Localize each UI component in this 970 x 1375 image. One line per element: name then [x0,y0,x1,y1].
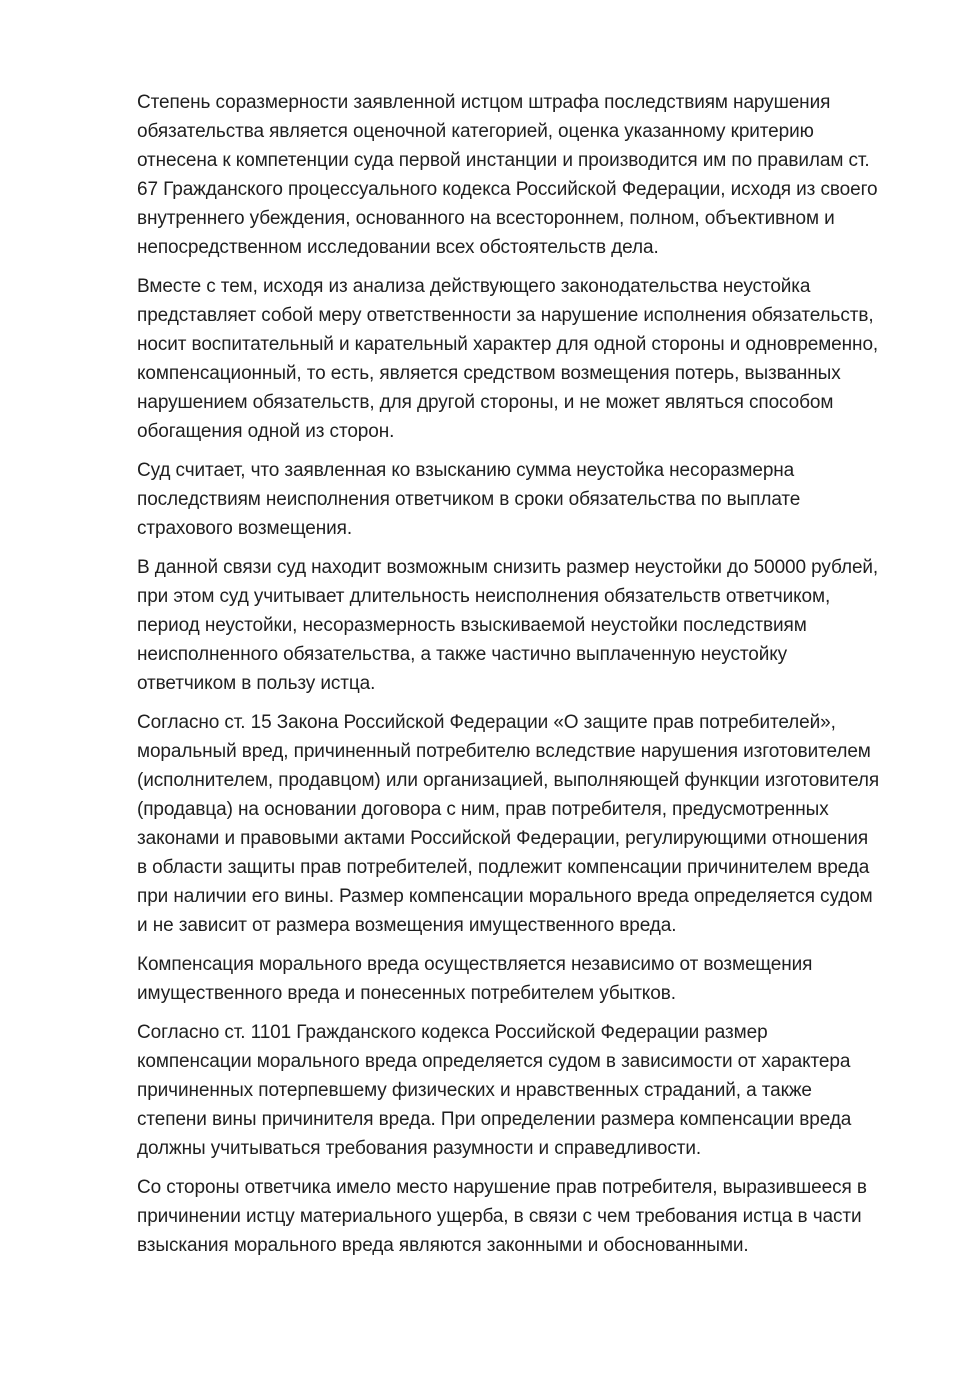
paragraph-penalty-nature: Вместе с тем, исходя из анализа действующего законодательства неустойка представляет собой меру ответственности за нарушение исполнения обязательств, носит воспитательный и карательный характер для одной стороны и одновременно, компенсационный, то есть, является средством возмещения потерь, вызванных нарушением обязательств, для другой стороны, и не может являться способом обогащения одной из сторон. [137,276,879,442]
paragraph-penalty-reduction-50000: В данной связи суд находит возможным снизить размер неустойки до 50000 рублей, при этом суд учитывает длительность неисполнения обязательств ответчиком, период неустойки, несоразмерность взыскиваемой неустойки последствиям неисполненного обязательства, а также частично выплаченную неустойку ответчиком в пользу истца. [137,557,879,694]
paragraph-moral-damage-independence: Компенсация морального вреда осуществляется независимо от возмещения имущественного вреда и понесенных потребителем убытков. [137,954,813,1004]
document-text-block [137,88,883,1260]
paragraph-article-1101-civil-code: Согласно ст. 1101 Гражданского кодекса Российской Федерации размер компенсации морального вреда определяется судом в зависимости от характера причиненных потерпевшему физических и нравственных страданий, а также степени вины причинителя вреда. При определении размера компенсации вреда должны учитываться требования разумности и справедливости. [137,1022,852,1159]
paragraph-defendant-violation-conclusion: Со стороны ответчика имело место нарушение прав потребителя, выразившееся в причинении истцу материального ущерба, в связи с чем требования истца в части взыскания морального вреда являются законными и обоснованными. [137,1177,867,1256]
paragraph-penalty-proportionality: Степень соразмерности заявленной истцом штрафа последствиям нарушения обязательства является оценочной категорией, оценка указанному критерию отнесена к компетенции суда первой инстанции и производится им по правилам ст. 67 Гражданского процессуального кодекса Российской Федерации, исходя из своего внутреннего убеждения, основанного на всестороннем, полном, объективном и непосредственном исследовании всех обстоятельств дела. [137,92,878,258]
paragraph-article-15-consumer-law: Согласно ст. 15 Закона Российской Федерации «О защите прав потребителей», моральный вред, причиненный потребителю вследствие нарушения изготовителем (исполнителем, продавцом) или организацией, выполняющей функции изготовителя (продавца) на основании договора с ним, прав потребителя, предусмотренных законами и правовыми актами Российской Федерации, регулирующими отношения в области защиты прав потребителей, подлежит компенсации причинителем вреда при наличии его вины. Размер компенсации морального вреда определяется судом и не зависит от размера возмещения имущественного вреда. [137,712,880,936]
paragraph-court-opinion-disproportion: Суд считает, что заявленная ко взысканию сумма неустойка несоразмерна последствиям неисполнения ответчиком в сроки обязательства по выплате страхового возмещения. [137,460,801,539]
